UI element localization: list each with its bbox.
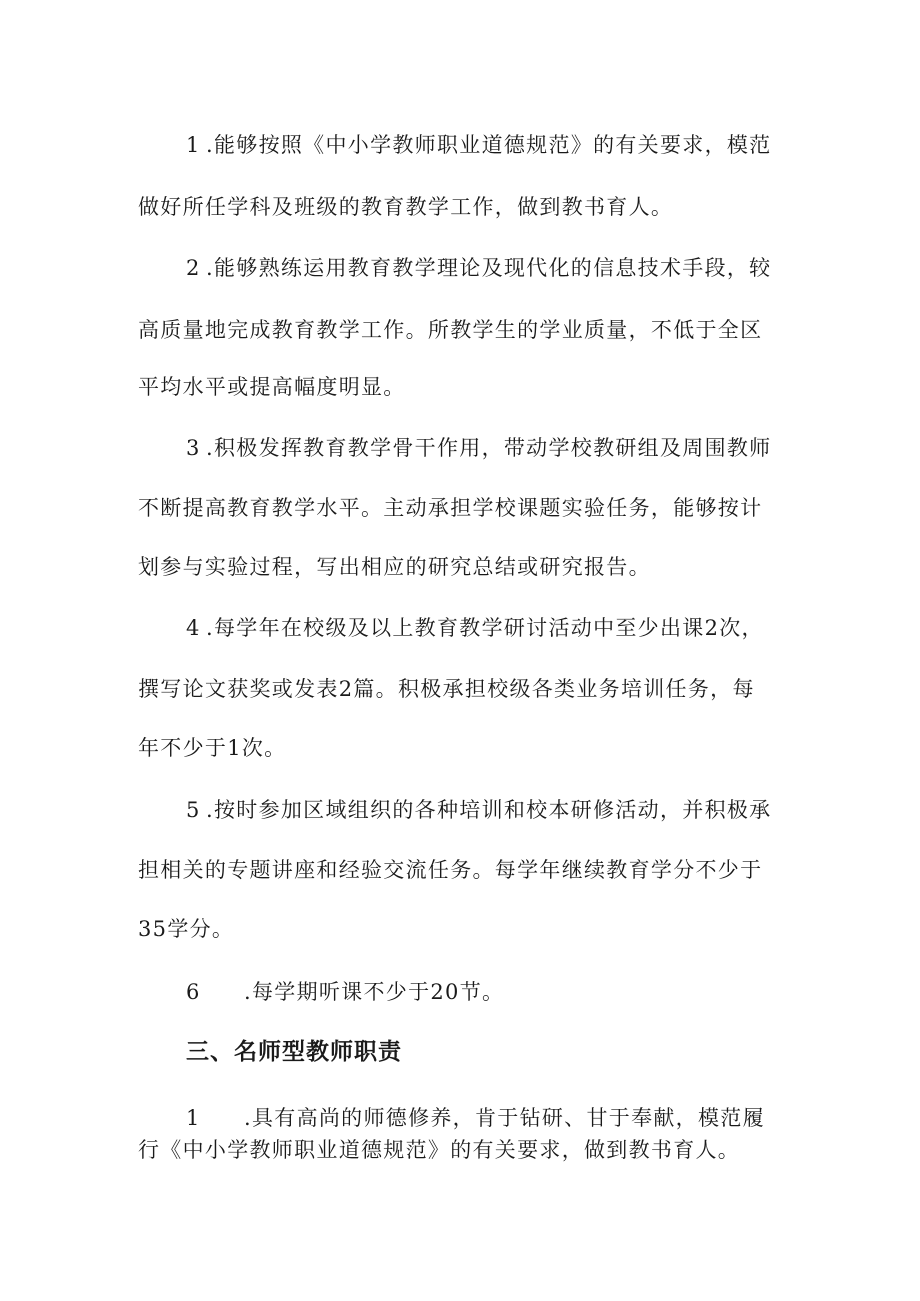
item-1-line-1: [186, 130, 798, 160]
item-number: 6: [186, 980, 201, 1004]
item-text: .能够熟练运用教育教学理论及现代化的信息技术手段，较: [206, 256, 772, 280]
section-item-1-line-1: [186, 1103, 798, 1133]
item-text: .每学期听课不少于20节。: [244, 980, 505, 1004]
item-4-line-3: 年不少于1次。: [138, 736, 287, 760]
item-number: 2: [186, 256, 201, 280]
item-5-line-2: 担相关的专题讲座和经验交流任务。每学年继续教育学分不少于: [138, 858, 763, 882]
item-number: 3: [186, 436, 201, 460]
item-number: 1: [186, 133, 201, 157]
item-4-line-1: [186, 613, 798, 643]
item-4-line-2: 撰写论文获奖或发表2篇。积极承担校级各类业务培训任务，每: [138, 677, 755, 701]
item-3-line-1: [186, 433, 798, 463]
item-text: .能够按照《中小学教师职业道德规范》的有关要求，模范: [206, 133, 772, 157]
section-heading: 三、名师型教师职责: [186, 1039, 402, 1065]
item-6-line-1: [186, 977, 798, 1007]
item-2-line-2: 高质量地完成教育教学工作。所教学生的学业质量，不低于全区: [138, 318, 763, 342]
item-text: .每学年在校级及以上教育教学研讨活动中至少出课2次，: [206, 616, 764, 640]
item-3-line-2: 不断提高教育教学水平。主动承担学校课题实验任务，能够按计: [138, 496, 763, 520]
item-text: .积极发挥教育教学骨干作用，带动学校教研组及周围教师: [206, 436, 772, 460]
item-number: 1: [186, 1106, 201, 1130]
section-item-1-line-2: 行《中小学教师职业道德规范》的有关要求，做到教书育人。: [138, 1138, 741, 1162]
item-text: .按时参加区域组织的各种培训和校本研修活动，并积极承: [206, 798, 772, 822]
item-3-line-3: 划参与实验过程，写出相应的研究总结或研究报告。: [138, 555, 651, 579]
item-2-line-1: [186, 253, 798, 283]
item-1-line-2: 做好所任学科及班级的教育教学工作，做到教书育人。: [138, 195, 674, 219]
item-text: .具有高尚的师德修养，肯于钻研、甘于奉献，模范履: [244, 1106, 765, 1130]
item-5-line-1: [186, 795, 798, 825]
item-number: 4: [186, 616, 201, 640]
item-5-line-3: 35学分。: [138, 917, 235, 941]
item-number: 5: [186, 798, 201, 822]
item-2-line-3: 平均水平或提高幅度明显。: [138, 375, 406, 399]
